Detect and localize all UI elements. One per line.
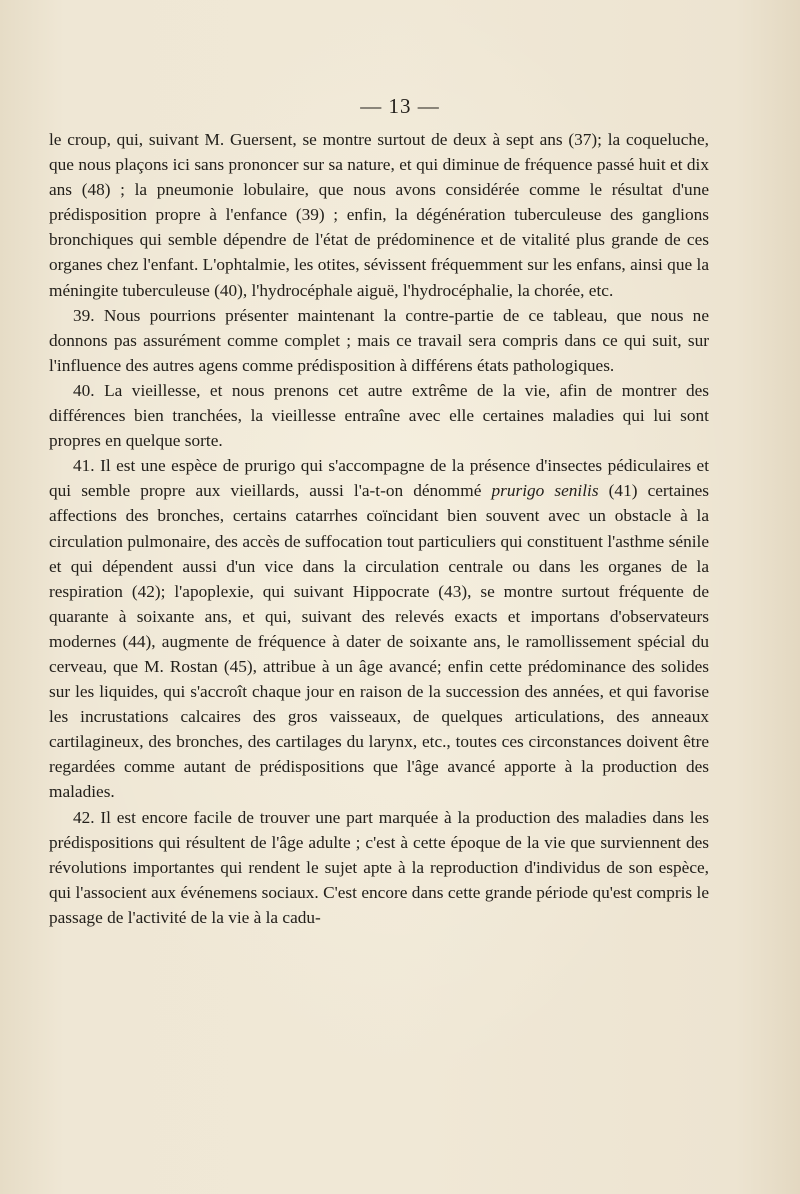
- paragraph-text: (41) certaines affections des bronches, certains catarrhes coïncidant bien souvent avec un obstacle à la circulation pulmonaire, des accès de suffocation tout particuliers qui constituent l'asthme sénile et qui dépendent aussi d'un vice dans la circulation centrale ou dans les organes de la respiration (42); l'apoplexie, qui suivant Hippocrate (43), se montre surtout fréquente de quarante à soixante ans, et qui, suivant des relevés exacts et importans d'observateurs modernes (44), augmente de fréquence à dater de soixante ans, le ramollissement spécial du cerveau, que M. Rostan (45), attribue à un âge avancé; enfin cette prédominance des solides sur les liquides, qui s'accroît chaque jour en raison de la succession des années, et qui favorise les incrustations calcaires des gros vaisseaux, de quelques articulations, des anneaux cartilagineux, des bronches, des cartilages du larynx, etc., toutes ces circonstances doivent être regardées comme autant de prédispositions que l'âge avancé apporte à la production des maladies.: [49, 481, 709, 802]
- body-text: [49, 127, 709, 930]
- paragraph-number: 40.: [73, 380, 95, 400]
- page-number: — 13 —: [360, 94, 440, 118]
- paragraph-number: 41.: [73, 456, 95, 476]
- paragraph-41: [49, 453, 709, 804]
- paragraph-text: Nous pourrions présenter maintenant la contre-partie de ce tableau, que nous ne donnons pas assurément comme complet ; mais ce travail sera compris dans ce qui suit, sur l'influence des autres agens comme prédisposition à différens états pathologiques.: [49, 305, 709, 375]
- paragraph-text: le croup, qui, suivant M. Guersent, se montre surtout de deux à sept ans (37); la coqueluche, que nous plaçons ici sans prononcer sur sa nature, et qui diminue de fréquence passé huit et dix ans (48) ; la pneumonie lobulaire, que nous avons considérée comme le résultat d'une prédisposition propre à l'enfance (39) ; enfin, la dégénération tuberculeuse des ganglions bronchiques qui semble dépendre de l'état de prédominence et de vitalité plus grande de ces organes chez l'enfant. L'ophtalmie, les otites, sévissent fréquemment sur les enfans, ainsi que la méningite tuberculeuse (40), l'hydrocéphale aiguë, l'hydrocéphalie, la chorée, etc.: [49, 130, 709, 300]
- paragraph-40: [49, 378, 709, 453]
- paragraph-number: 42.: [73, 807, 95, 827]
- paragraph-number: 39.: [73, 305, 95, 325]
- paragraph-42: [49, 805, 709, 930]
- paragraph-text: Il est une espèce de prurigo qui s'accompagne de la présence d'insectes pédiculaires et qui semble propre aux vieillards, aussi l'a-t-on dénommé: [49, 456, 709, 501]
- paragraph-text: Il est encore facile de trouver une part marquée à la production des maladies dans les prédispositions qui résultent de l'âge adulte ; c'est à cette époque de la vie que surviennent des révolutions importantes qui rendent le sujet apte à la reproduction d'individus de son espèce, qui l'associent aux événemens sociaux. C'est encore dans cette grande période qu'est compris le passage de l'activité de la vie à la cadu-: [49, 807, 709, 927]
- paragraph-text: La vieillesse, et nous prenons cet autre extrême de la vie, afin de montrer des différences bien tranchées, la vieillesse entraîne avec elle certaines maladies qui lui sont propres en quelque sorte.: [49, 380, 709, 451]
- paragraph-continuation: [49, 127, 709, 303]
- paragraph-39: [49, 303, 709, 378]
- italic-term: prurigo senilis: [491, 481, 599, 501]
